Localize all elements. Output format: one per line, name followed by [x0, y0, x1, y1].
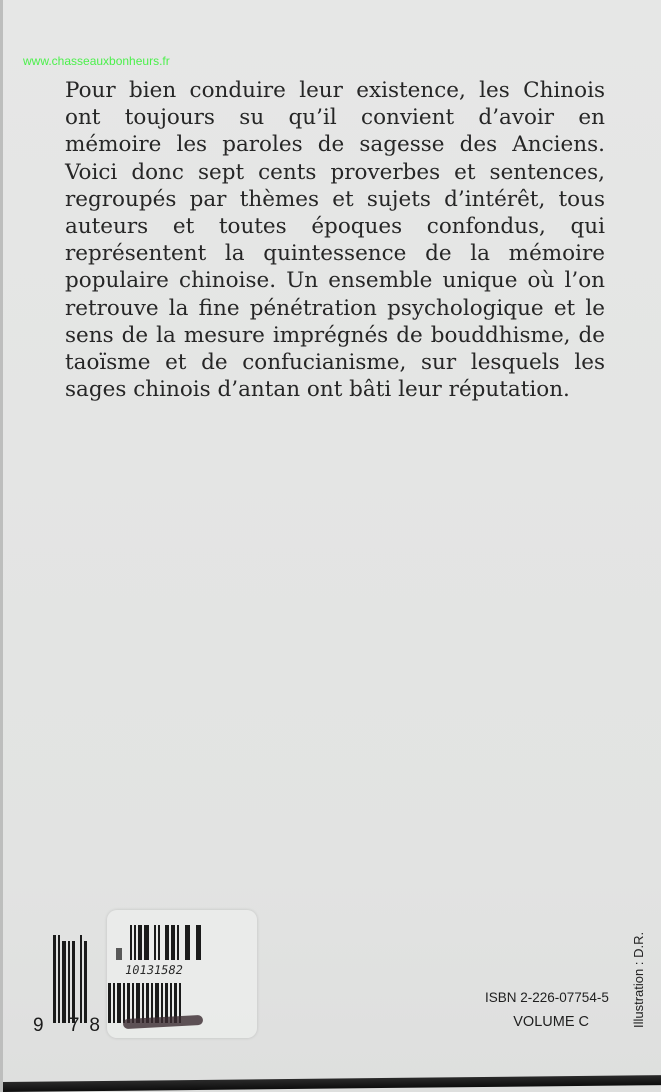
cover-bottom-edge — [3, 1075, 661, 1092]
illustration-credit: Illustration : D.R. — [631, 931, 646, 1028]
blurb-line: retrouve la fine pénétration psychologique et le — [65, 295, 605, 321]
blurb-line: Pour bien conduire leur existence, les Chinois — [65, 78, 605, 103]
barcode-bars — [53, 935, 89, 1023]
blurb-line: mémoire les paroles de sagesse des Anciens. — [65, 132, 605, 158]
blurb-line: taoïsme et de confucianisme, sur lesquels les — [65, 350, 605, 376]
sticker-number: 10131582 — [123, 963, 185, 977]
blurb-line: Voici donc sept cents proverbes et sentences, — [65, 159, 605, 185]
blurb-line: auteurs et toutes époques confondus, qui — [65, 214, 605, 240]
watermark-url: www.chasseauxbonheurs.fr — [23, 54, 170, 68]
isbn-number: ISBN 2-226-07754-5 — [485, 990, 609, 1005]
sticker-barcode-bars — [116, 925, 203, 960]
volume-label: VOLUME C — [513, 1014, 589, 1030]
blurb-line: ont toujours su qu’il convient d’avoir en — [65, 105, 605, 131]
blurb-line: représentent la quintessence de la mémoire — [65, 241, 605, 267]
blurb-line: populaire chinoise. Un ensemble unique où l’on — [65, 268, 605, 294]
barcode — [23, 905, 253, 1036]
blurb-text — [65, 77, 605, 403]
blurb-line: sages chinois d’antan ont bâti leur réputation. — [65, 377, 570, 403]
barcode-digits: 9 78 — [33, 1015, 110, 1036]
blurb-line: regroupés par thèmes et sujets d’intérêt, tous — [65, 186, 605, 212]
blurb-line: sens de la mesure imprégnés de bouddhisme, de — [65, 322, 605, 348]
